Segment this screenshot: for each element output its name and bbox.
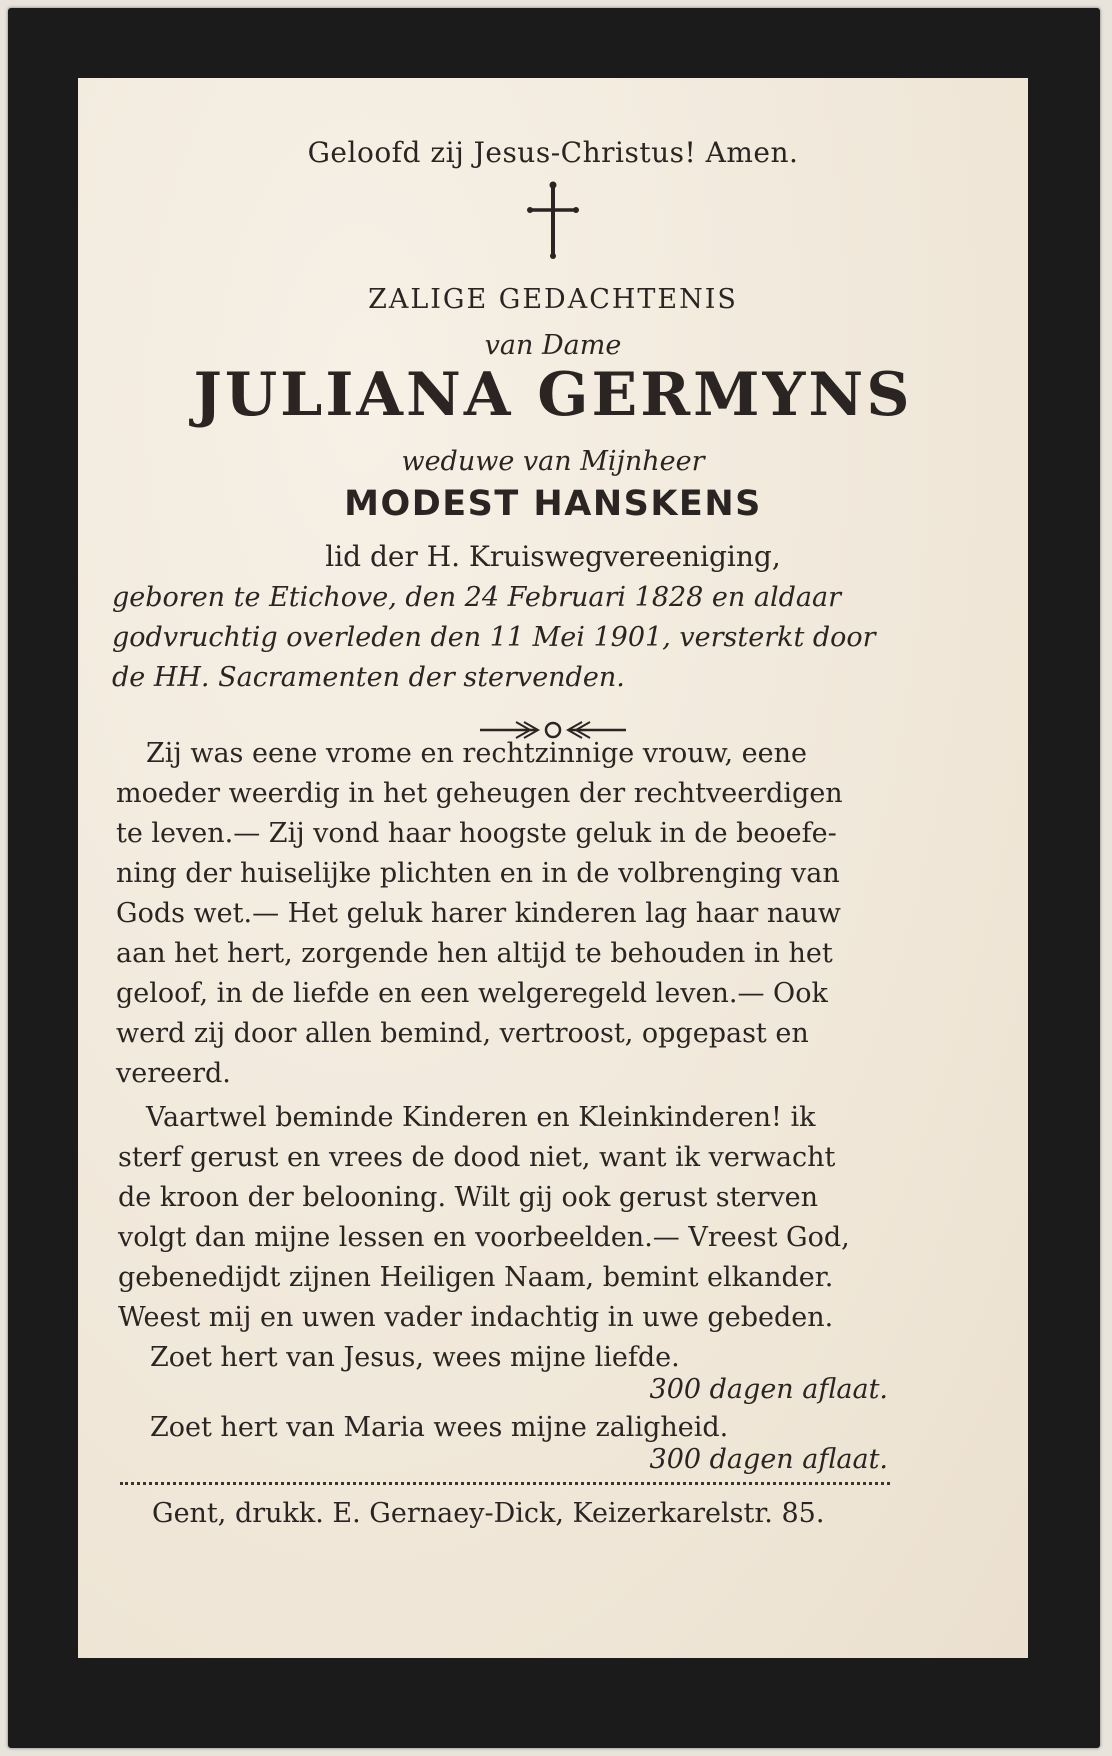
indulgence-note: 300 dagen aflaat. bbox=[649, 1374, 888, 1405]
prayer-line: Zoet hert van Maria wees mijne zaligheid. bbox=[150, 1412, 729, 1443]
farewell-line: de kroon der belooning. Wilt gij ook gerust sterven bbox=[118, 1182, 818, 1213]
tribute-line: Gods wet.— Het geluk harer kinderen lag haar nauw bbox=[116, 898, 841, 929]
printer-credit: Gent, drukk. E. Gernaey-Dick, Keizerkarelstr. 85. bbox=[152, 1498, 825, 1529]
tribute-line: moeder weerdig in het geheugen der rechtveerdigen bbox=[116, 778, 843, 809]
farewell-line: Weest mij en uwen vader indachtig in uwe gebeden. bbox=[118, 1302, 834, 1333]
relation-text: weduwe van Mijnheer bbox=[401, 446, 705, 477]
husband-name: MODEST HANSKENS bbox=[344, 484, 762, 524]
tribute-line: aan het hert, zorgende hen altijd te behouden in het bbox=[116, 938, 833, 969]
tribute-line: werd zij door allen bemind, vertroost, opgepast en bbox=[116, 1018, 809, 1049]
farewell-line: volgt dan mijne lessen en voorbeelden.— Vreest God, bbox=[118, 1222, 850, 1253]
indulgence-note: 300 dagen aflaat. bbox=[649, 1444, 888, 1475]
tribute-line: ning der huiselijke plichten en in de volbrenging van bbox=[116, 858, 840, 889]
prayer-line: Zoet hert van Jesus, wees mijne liefde. bbox=[150, 1342, 680, 1373]
memorial-card bbox=[8, 8, 1100, 1748]
title-prefix: van Dame bbox=[484, 330, 622, 361]
tribute-line: te leven.— Zij vond haar hoogste geluk in de beoefe- bbox=[116, 818, 837, 849]
cross-icon bbox=[523, 180, 583, 260]
tribute-line: vereerd. bbox=[116, 1058, 231, 1089]
memorial-title: ZALIGE GEDACHTENIS bbox=[368, 284, 738, 315]
biography-line: de HH. Sacramenten der stervenden. bbox=[112, 662, 625, 693]
farewell-line: sterf gerust en vrees de dood niet, want ik verwacht bbox=[118, 1142, 836, 1173]
biography-line: godvruchtig overleden den 11 Mei 1901, versterkt door bbox=[112, 622, 876, 653]
tribute-line: geloof, in de liefde en een welgeregeld leven.— Ook bbox=[116, 978, 828, 1009]
header-prayer: Geloofd zij Jesus-Christus! Amen. bbox=[307, 136, 799, 169]
farewell-line: gebenedijdt zijnen Heiligen Naam, bemint elkander. bbox=[118, 1262, 834, 1293]
card-paper bbox=[78, 78, 1028, 1658]
tribute-line: Zij was eene vrome en rechtzinnige vrouw, eene bbox=[146, 738, 807, 769]
dotted-divider bbox=[120, 1482, 890, 1485]
deceased-name: JULIANA GERMYNS bbox=[193, 360, 913, 430]
biography-line: geboren te Etichove, den 24 Februari 1828 en aldaar bbox=[112, 582, 841, 613]
membership-text: lid der H. Kruiswegvereeniging, bbox=[325, 540, 781, 573]
farewell-line: Vaartwel beminde Kinderen en Kleinkinderen! ik bbox=[146, 1102, 816, 1133]
